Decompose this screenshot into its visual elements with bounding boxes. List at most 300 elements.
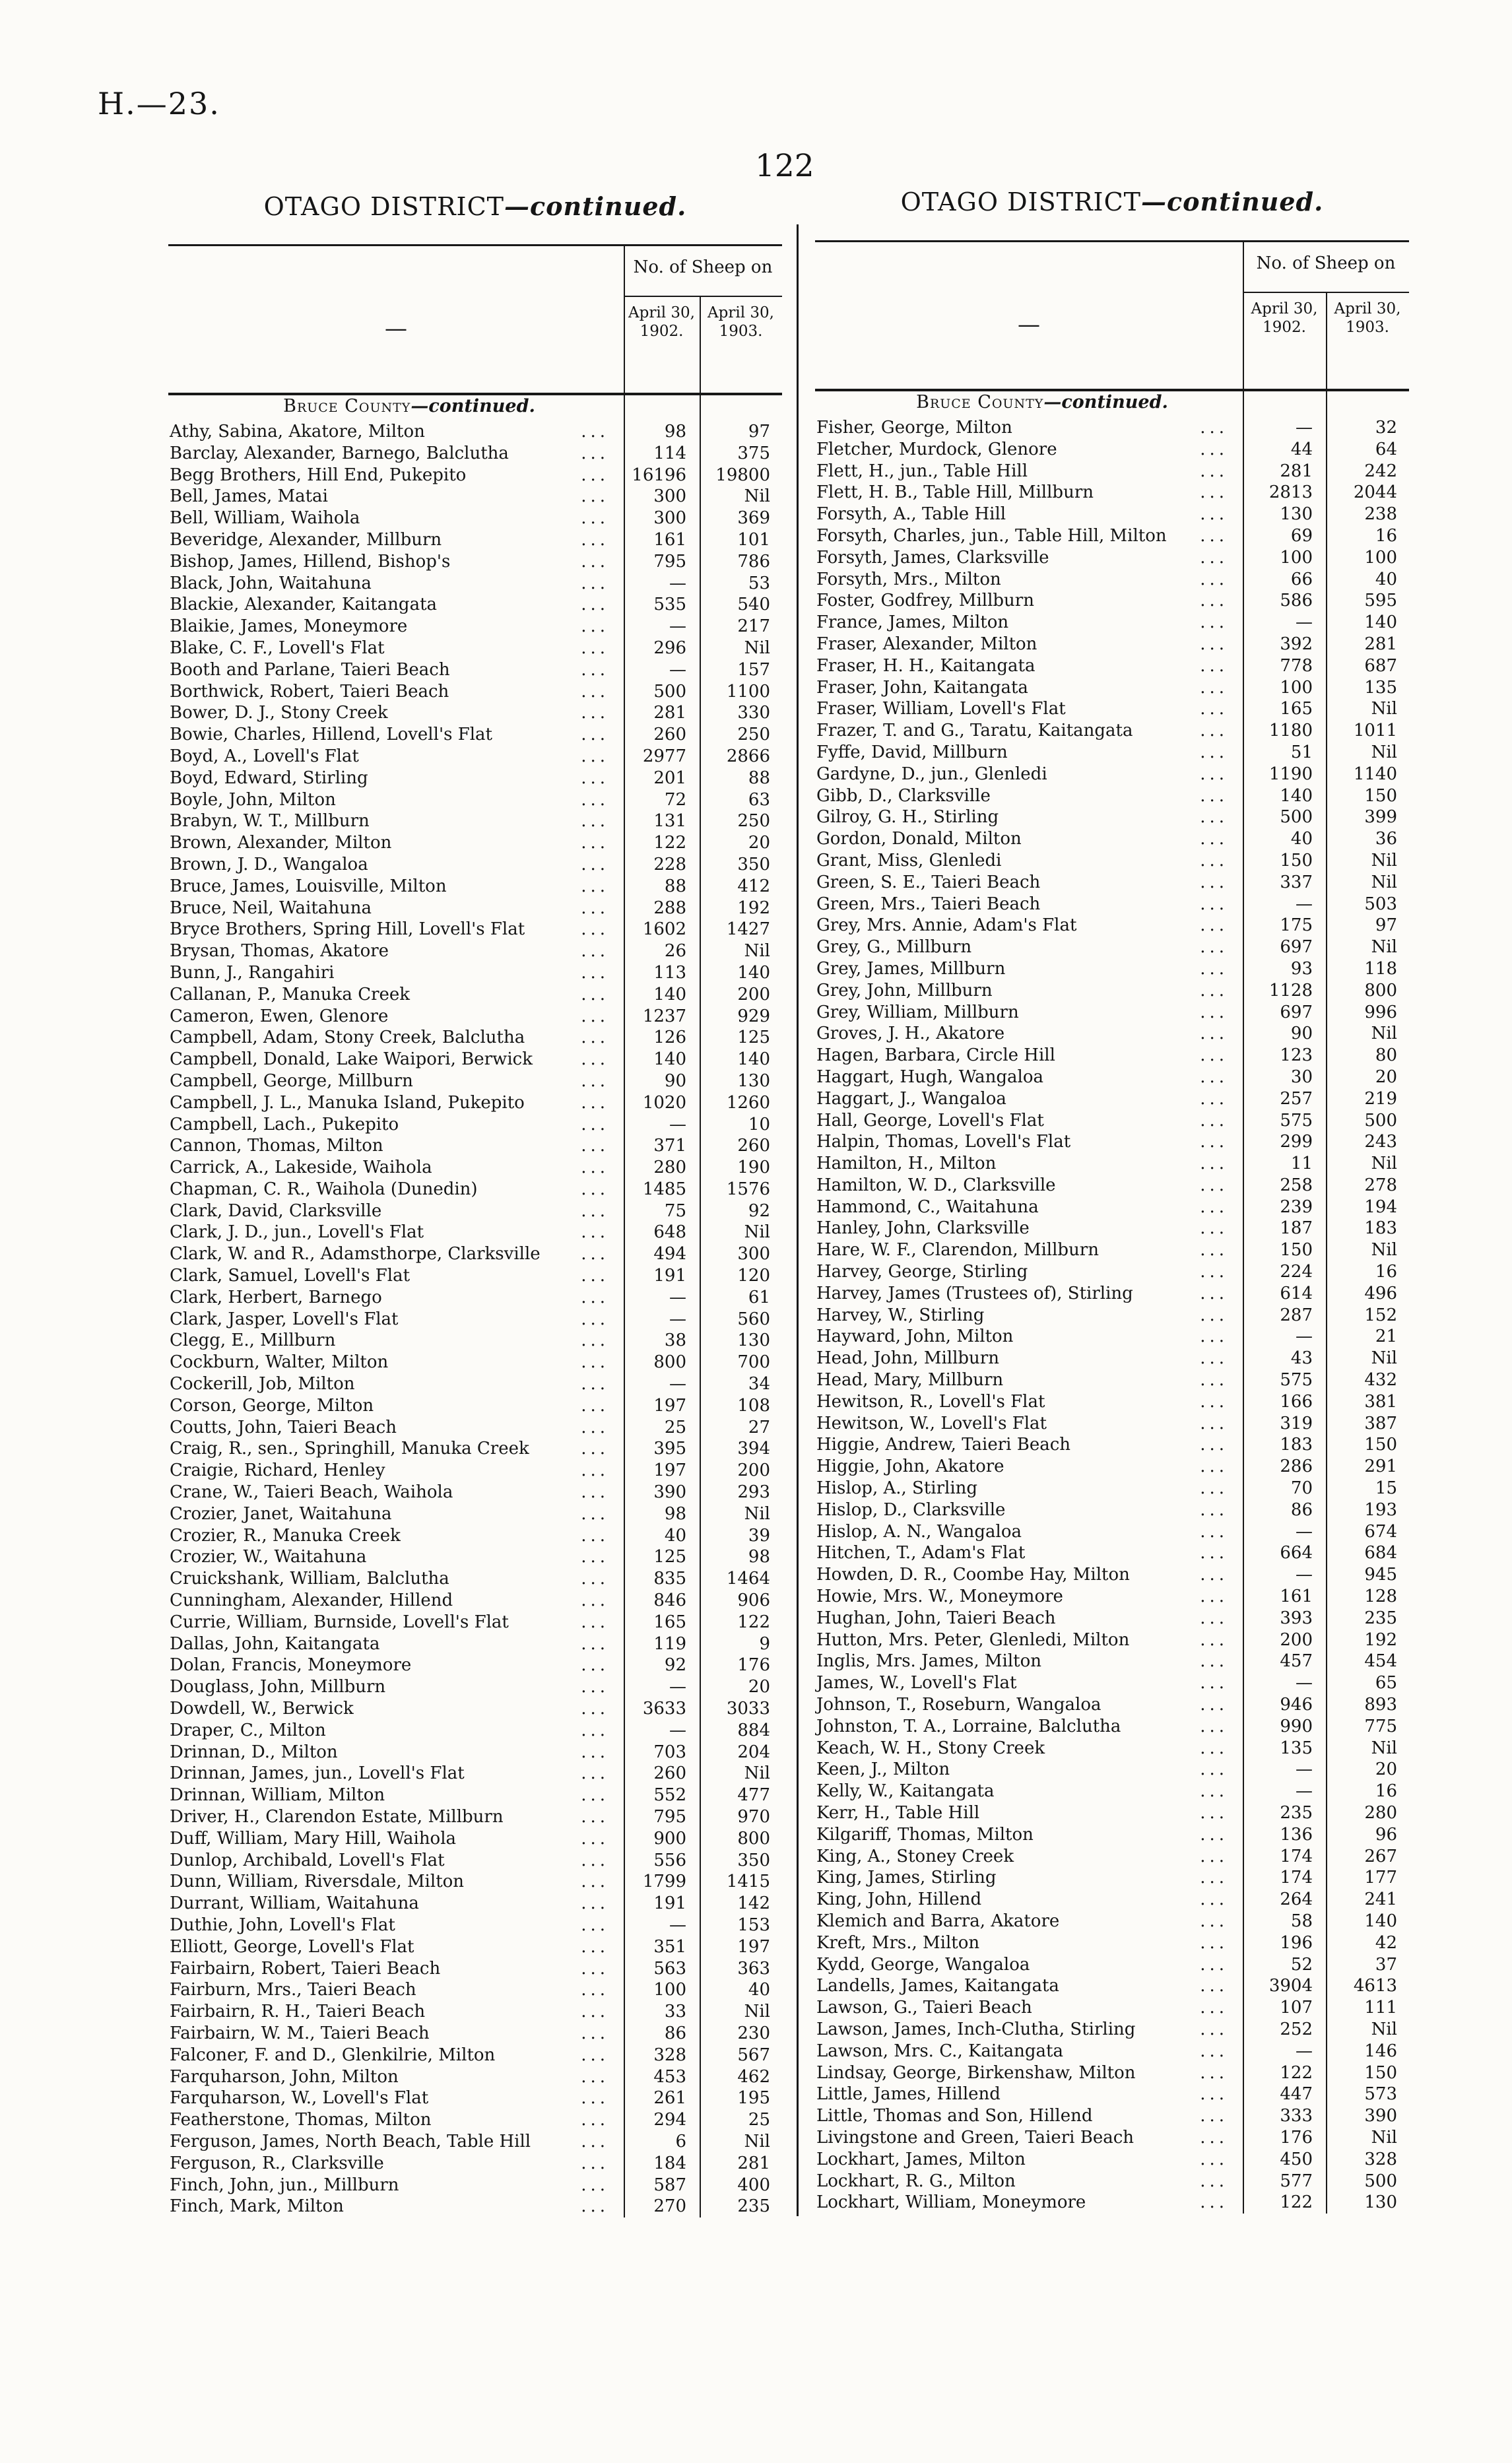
dot-leader: ... xyxy=(581,616,609,637)
sheep-count-1902: 224 xyxy=(1280,1262,1313,1282)
owner-name-cell xyxy=(168,529,624,551)
owner-name: James, W., Lovell's Flat xyxy=(816,1673,1017,1693)
sheep-count-1902: 43 xyxy=(1290,1348,1313,1369)
sheep-count-1902: 100 xyxy=(1280,547,1313,568)
owner-name-cell xyxy=(815,1261,1243,1283)
owner-name: Begg Brothers, Hill End, Pukepito xyxy=(170,465,467,485)
table-row xyxy=(168,1287,782,1309)
owner-name: Inglis, Mrs. James, Milton xyxy=(816,1651,1042,1672)
sheep-count-1903: 500 xyxy=(1364,2171,1397,2191)
sheep-count-1903: 217 xyxy=(737,616,770,637)
dot-leader: ... xyxy=(1200,1695,1228,1715)
sheep-count-1903: 61 xyxy=(748,1287,770,1307)
dot-leader: ... xyxy=(581,1872,609,1892)
sheep-count-1903: 195 xyxy=(737,2088,770,2109)
sheep-count-1903: 197 xyxy=(737,1936,770,1957)
owner-name-cell xyxy=(168,1806,624,1828)
sheep-count-1902: 270 xyxy=(653,2196,686,2217)
dot-leader: ... xyxy=(1200,1024,1228,1044)
owner-name: Harvey, James (Trustees of), Stirling xyxy=(816,1283,1133,1303)
owner-name: Haggart, Hugh, Wangaloa xyxy=(816,1067,1044,1087)
sheep-count-1902: 800 xyxy=(653,1352,686,1373)
sheep-count-1902: 494 xyxy=(653,1244,686,1264)
table-row xyxy=(815,1586,1409,1608)
table-row xyxy=(815,1954,1409,1976)
dot-leader: ... xyxy=(581,2066,609,2087)
table-row xyxy=(168,1157,782,1179)
table-row xyxy=(815,936,1409,958)
table-row xyxy=(168,1373,782,1395)
dot-leader: ... xyxy=(1200,1803,1228,1823)
owner-name: Crane, W., Taieri Beach, Waihola xyxy=(170,1482,453,1503)
sheep-count-1903: 540 xyxy=(737,595,770,615)
sheep-count-1902: 70 xyxy=(1290,1478,1313,1499)
owner-name: Bower, D. J., Stony Creek xyxy=(170,703,388,723)
dot-leader: ... xyxy=(581,1893,609,1914)
sheep-count-1902: 197 xyxy=(653,1461,686,1481)
sheep-count-1903: 192 xyxy=(1364,1629,1397,1650)
sheep-count-1903: 390 xyxy=(1364,2106,1397,2126)
dot-leader: ... xyxy=(581,1244,609,1264)
sheep-count-1903: 1011 xyxy=(1353,721,1397,741)
owner-name: Hamilton, W. D., Clarksville xyxy=(816,1175,1056,1195)
table-row xyxy=(815,1348,1409,1369)
owner-name: Drinnan, James, jun., Lovell's Flat xyxy=(170,1763,465,1784)
dot-leader: ... xyxy=(581,1980,609,2000)
owner-name: Brabyn, W. T., Millburn xyxy=(170,811,370,832)
owner-name: Drinnan, William, Milton xyxy=(170,1785,385,1806)
sheep-count-1902: 92 xyxy=(664,1655,686,1676)
sheep-count-1902: 90 xyxy=(664,1070,686,1091)
dot-leader: ... xyxy=(1200,1327,1228,1347)
owner-name: Cameron, Ewen, Glenore xyxy=(170,1006,389,1026)
sheep-count-1902: 30 xyxy=(1290,1067,1313,1087)
sheep-count-1903: 140 xyxy=(1364,612,1397,633)
owner-name-cell xyxy=(168,551,624,573)
sheep-count-1902: 131 xyxy=(653,811,686,832)
sheep-count-1903: 219 xyxy=(1364,1088,1397,1109)
sheep-count-1903: Nil xyxy=(1371,1154,1397,1174)
sheep-count-1903: 250 xyxy=(737,725,770,745)
table-row xyxy=(815,1824,1409,1846)
owner-name: Blaikie, James, Moneymore xyxy=(170,616,408,637)
owner-name: Harvey, George, Stirling xyxy=(816,1262,1028,1282)
sheep-count-1902: 165 xyxy=(653,1612,686,1632)
sheep-count-1903: 88 xyxy=(748,768,770,788)
sheep-count-1903: 300 xyxy=(737,1244,770,1264)
dot-leader: ... xyxy=(581,1547,609,1567)
owner-name: Campbell, Lach., Pukepito xyxy=(170,1114,399,1134)
sheep-count-1903: 250 xyxy=(737,811,770,832)
dot-leader: ... xyxy=(1200,1088,1228,1109)
owner-name: Fairburn, Mrs., Taieri Beach xyxy=(170,1980,416,2000)
table-row xyxy=(168,1698,782,1720)
table-row xyxy=(168,443,782,465)
owner-name-cell xyxy=(168,810,624,832)
sheep-count-1903: Nil xyxy=(1371,1024,1397,1044)
sheep-count-1903: Nil xyxy=(1371,2127,1397,2148)
dot-leader: ... xyxy=(1200,1889,1228,1910)
table-row xyxy=(815,1846,1409,1868)
sheep-count-1902: 846 xyxy=(653,1591,686,1611)
owner-name-cell xyxy=(168,443,624,465)
sheep-count-1902: 11 xyxy=(1290,1154,1313,1174)
owner-name: Grey, Mrs. Annie, Adam's Flat xyxy=(816,915,1077,936)
owner-name: Grey, John, Millburn xyxy=(816,980,993,1001)
sheep-count-1903: 381 xyxy=(1364,1391,1397,1412)
sheep-count-1902: 1020 xyxy=(642,1092,686,1113)
table-row xyxy=(815,1997,1409,2019)
sheep-count-1903: 118 xyxy=(1364,958,1397,979)
sheep-count-1902: 51 xyxy=(1290,742,1313,762)
sheep-count-1902: 122 xyxy=(1280,2062,1313,2083)
dot-leader: ... xyxy=(1200,829,1228,849)
owner-name: Campbell, Donald, Lake Waipori, Berwick xyxy=(170,1049,533,1070)
sheep-count-1903: 454 xyxy=(1364,1651,1397,1672)
sheep-count-1902: 337 xyxy=(1280,872,1313,892)
sheep-count-1903: 27 xyxy=(748,1417,770,1437)
sheep-count-1902: 130 xyxy=(1280,504,1313,525)
dot-leader: ... xyxy=(581,1352,609,1373)
table-row xyxy=(168,898,782,919)
sheep-count-1903: Nil xyxy=(1371,872,1397,892)
owner-name: Bruce, James, Louisville, Milton xyxy=(170,876,447,896)
owner-name-cell xyxy=(168,1915,624,1936)
owner-name-cell xyxy=(815,655,1243,677)
table-row xyxy=(815,850,1409,872)
dot-leader: ... xyxy=(1200,1565,1228,1585)
owner-name: Boyd, A., Lovell's Flat xyxy=(170,746,359,766)
table-row xyxy=(815,525,1409,547)
owner-name-cell xyxy=(168,1417,624,1439)
owner-name: Duthie, John, Lovell's Flat xyxy=(170,1915,395,1935)
dot-leader: ... xyxy=(1200,1175,1228,1195)
sheep-count-1902: 150 xyxy=(1280,1240,1313,1261)
owner-name: Cruickshank, William, Balclutha xyxy=(170,1569,449,1589)
owner-name: Hislop, A. N., Wangaloa xyxy=(816,1521,1022,1542)
sheep-count-1902: 38 xyxy=(664,1330,686,1351)
left-column-title xyxy=(168,191,782,221)
dot-leader: ... xyxy=(1200,439,1228,459)
table-row xyxy=(168,681,782,703)
dot-leader: ... xyxy=(581,1612,609,1632)
owner-name: Dunlop, Archibald, Lovell's Flat xyxy=(170,1850,445,1870)
owner-name: Crozier, Janet, Waitahuna xyxy=(170,1503,392,1524)
owner-name-cell xyxy=(815,1283,1243,1305)
dot-leader: ... xyxy=(1200,1998,1228,2018)
owner-name-cell xyxy=(815,1499,1243,1521)
dot-leader: ... xyxy=(1200,2084,1228,2105)
table-row xyxy=(168,1936,782,1958)
dot-leader: ... xyxy=(581,854,609,874)
owner-name-cell xyxy=(815,1781,1243,1802)
dot-leader: ... xyxy=(581,2131,609,2151)
sheep-count-1902: 2977 xyxy=(642,746,686,766)
dot-leader: ... xyxy=(1200,1587,1228,1607)
dot-leader: ... xyxy=(1200,1348,1228,1369)
sheep-count-1903: 21 xyxy=(1375,1327,1397,1347)
county-continued: —continued. xyxy=(411,396,535,416)
dot-leader: ... xyxy=(1200,2106,1228,2126)
owner-name-cell xyxy=(168,984,624,1006)
owner-name: Forsyth, Charles, jun., Table Hill, Milton xyxy=(816,525,1167,546)
owner-name-cell xyxy=(168,746,624,768)
dot-leader: ... xyxy=(581,595,609,615)
owner-name: Blackie, Alexander, Kaitangata xyxy=(170,595,438,615)
dot-leader: ... xyxy=(581,1070,609,1091)
owner-name-cell xyxy=(815,417,1243,439)
table-rows xyxy=(168,421,782,2217)
owner-name-cell xyxy=(815,1391,1243,1413)
owner-name-cell xyxy=(168,1438,624,1460)
sheep-count-1902: 113 xyxy=(653,962,686,983)
table-row xyxy=(168,1309,782,1330)
owner-name: Grey, G., Millburn xyxy=(816,937,972,958)
owner-name-cell xyxy=(815,1197,1243,1218)
table-row xyxy=(168,1114,782,1136)
table-row xyxy=(815,1867,1409,1889)
sheep-count-1903: 125 xyxy=(737,1028,770,1048)
sheep-count-1903: 140 xyxy=(737,1049,770,1070)
sheep-count-1902: 183 xyxy=(1280,1435,1313,1455)
dot-leader: ... xyxy=(1200,634,1228,654)
dot-leader: ... xyxy=(1200,1413,1228,1433)
owner-name-cell xyxy=(815,1305,1243,1327)
sheep-count-1902: 239 xyxy=(1280,1197,1313,1217)
sheep-count-1902: 300 xyxy=(653,508,686,529)
dot-leader: ... xyxy=(1200,1067,1228,1087)
sheep-count-1902: 150 xyxy=(1280,850,1313,870)
sheep-count-1903: 40 xyxy=(748,1980,770,2000)
table-row xyxy=(168,2045,782,2066)
owner-name: Campbell, George, Millburn xyxy=(170,1070,413,1091)
table-row xyxy=(168,1828,782,1850)
dot-leader: ... xyxy=(581,1677,609,1697)
sheep-count-1902: 575 xyxy=(1280,1370,1313,1391)
owner-name: Green, Mrs., Taieri Beach xyxy=(816,894,1041,914)
sheep-count-1903: 595 xyxy=(1364,591,1397,611)
dot-leader: ... xyxy=(1200,525,1228,546)
sheep-count-1902: — xyxy=(669,659,686,680)
table-row xyxy=(168,1243,782,1265)
sheep-count-1902: 86 xyxy=(1290,1499,1313,1520)
table-row xyxy=(815,655,1409,677)
table-row xyxy=(168,919,782,940)
table-row xyxy=(815,1781,1409,1802)
dot-leader: ... xyxy=(581,1655,609,1676)
dot-leader: ... xyxy=(1200,591,1228,611)
owner-name-cell xyxy=(168,1525,624,1547)
owner-name: Gordon, Donald, Milton xyxy=(816,829,1022,849)
owner-name: Clark, Herbert, Barnego xyxy=(170,1287,382,1307)
table-row xyxy=(815,2062,1409,2084)
district-title: OTAGO DISTRICT xyxy=(263,192,504,221)
table-row xyxy=(815,1478,1409,1499)
table-row xyxy=(168,1049,782,1070)
sheep-count-1903: Nil xyxy=(1371,1348,1397,1369)
header-bottom-rule xyxy=(168,393,782,395)
sheep-count-1903: 477 xyxy=(737,1785,770,1806)
owner-name: Lockhart, R. G., Milton xyxy=(816,2171,1016,2191)
owner-name-cell xyxy=(815,439,1243,461)
dot-leader: ... xyxy=(1200,1608,1228,1628)
dot-leader: ... xyxy=(1200,2149,1228,2169)
table-row xyxy=(168,1568,782,1590)
owner-name: Kerr, H., Table Hill xyxy=(816,1803,980,1823)
owner-name: Cannon, Thomas, Milton xyxy=(170,1136,383,1156)
sheep-count-1902: — xyxy=(1296,612,1313,633)
dot-leader: ... xyxy=(1200,2041,1228,2061)
dot-leader: ... xyxy=(581,1958,609,1979)
sheep-count-1903: 280 xyxy=(1364,1803,1397,1823)
owner-name-cell xyxy=(815,1067,1243,1088)
owner-name: Featherstone, Thomas, Milton xyxy=(170,2110,432,2130)
owner-name-cell xyxy=(815,1088,1243,1110)
owner-name-cell xyxy=(168,1828,624,1850)
dot-leader: ... xyxy=(1200,850,1228,870)
table-row xyxy=(168,854,782,876)
sheep-count-1903: 242 xyxy=(1364,461,1397,481)
table-row xyxy=(815,1738,1409,1759)
table-row xyxy=(168,1070,782,1092)
dot-leader: ... xyxy=(1200,807,1228,828)
owner-name: Fairbairn, R. H., Taieri Beach xyxy=(170,2002,426,2022)
dot-leader: ... xyxy=(581,2088,609,2109)
table-row xyxy=(815,1045,1409,1067)
owner-name-cell xyxy=(168,1763,624,1785)
owner-name-cell xyxy=(815,612,1243,634)
dot-leader: ... xyxy=(581,1417,609,1437)
sheep-count-1903: 687 xyxy=(1364,655,1397,676)
sheep-count-1903: 260 xyxy=(737,1136,770,1156)
header-bottom-rule xyxy=(815,389,1409,391)
owner-name-cell xyxy=(815,1759,1243,1781)
table-row xyxy=(168,1460,782,1482)
owner-name-cell xyxy=(168,1590,624,1612)
table-row xyxy=(815,1672,1409,1694)
sheep-count-1902: 197 xyxy=(653,1395,686,1416)
table-row xyxy=(815,1759,1409,1781)
owner-name-cell xyxy=(815,2062,1243,2084)
sheep-count-1903: 97 xyxy=(748,422,770,442)
dot-leader: ... xyxy=(581,1850,609,1870)
owner-name: Dunn, William, Riversdale, Milton xyxy=(170,1872,465,1892)
table-row xyxy=(168,1763,782,1785)
sheep-count-1902: — xyxy=(669,1309,686,1329)
dot-leader: ... xyxy=(581,2110,609,2130)
owner-name: Brown, J. D., Wangaloa xyxy=(170,854,368,874)
sheep-count-1903: 157 xyxy=(737,659,770,680)
owner-name-cell xyxy=(815,1975,1243,1997)
owner-name-cell xyxy=(168,1893,624,1915)
owner-name: Hayward, John, Milton xyxy=(816,1327,1014,1347)
sheep-count-1903: 80 xyxy=(1375,1045,1397,1066)
table-row xyxy=(815,2105,1409,2127)
sheep-count-1903: 674 xyxy=(1364,1521,1397,1542)
owner-name-cell xyxy=(168,702,624,724)
dot-leader: ... xyxy=(1200,1824,1228,1845)
table-row xyxy=(168,984,782,1006)
sheep-count-1903: Nil xyxy=(744,2002,770,2022)
owner-name: Landells, James, Kaitangata xyxy=(816,1976,1059,1996)
owner-name-cell xyxy=(815,720,1243,742)
owner-name-cell xyxy=(168,940,624,962)
owner-name-cell xyxy=(815,1002,1243,1024)
owner-name-cell xyxy=(168,1200,624,1222)
owner-name-cell xyxy=(168,1287,624,1309)
owner-name-cell xyxy=(168,1157,624,1179)
owner-name-cell xyxy=(815,850,1243,872)
table-row xyxy=(168,1546,782,1568)
owner-name: Higgie, Andrew, Taieri Beach xyxy=(816,1435,1071,1455)
owner-name-cell xyxy=(815,1153,1243,1175)
sheep-count-1902: — xyxy=(1296,1673,1313,1693)
owner-name: Gibb, D., Clarksville xyxy=(816,785,991,806)
owner-name-cell xyxy=(815,482,1243,504)
sheep-count-1903: 399 xyxy=(1364,807,1397,828)
sheep-count-1903: 3033 xyxy=(726,1699,770,1719)
date-header-1903: April 30, 1903. xyxy=(1334,300,1401,336)
dot-leader: ... xyxy=(581,508,609,529)
owner-name-cell xyxy=(815,1997,1243,2019)
sheep-count-1903: 96 xyxy=(1375,1824,1397,1845)
table-row xyxy=(168,1092,782,1114)
table-row xyxy=(168,1893,782,1915)
sheep-count-1902: 286 xyxy=(1280,1457,1313,1477)
sheep-count-1902: 563 xyxy=(653,1958,686,1979)
sheep-count-1902: 191 xyxy=(653,1266,686,1286)
table-row xyxy=(168,1590,782,1612)
owner-name: Hagen, Barbara, Circle Hill xyxy=(816,1045,1055,1066)
owner-name: Livingstone and Green, Taieri Beach xyxy=(816,2127,1134,2148)
owner-name: Dowdell, W., Berwick xyxy=(170,1699,354,1719)
table-row xyxy=(168,1850,782,1872)
table-row xyxy=(168,638,782,659)
sheep-count-1902: 176 xyxy=(1280,2127,1313,2148)
owner-name-cell xyxy=(168,573,624,595)
table-row xyxy=(168,1395,782,1417)
table-row xyxy=(815,1239,1409,1261)
owner-name-cell xyxy=(815,1045,1243,1067)
table-row xyxy=(815,785,1409,807)
owner-name: Lawson, G., Taieri Beach xyxy=(816,1998,1032,2018)
table-row xyxy=(815,1456,1409,1478)
sheep-count-1903: 1140 xyxy=(1353,764,1397,784)
table-row xyxy=(168,724,782,746)
dot-leader: ... xyxy=(581,1785,609,1806)
sheep-count-1902: 287 xyxy=(1280,1305,1313,1325)
sheep-count-1902: — xyxy=(1296,1565,1313,1585)
owner-name: Keen, J., Milton xyxy=(816,1759,950,1780)
dot-leader: ... xyxy=(581,1699,609,1719)
sheep-count-1903: 146 xyxy=(1364,2041,1397,2061)
sheep-count-1903: 135 xyxy=(1364,677,1397,698)
sheep-count-1903: 560 xyxy=(737,1309,770,1329)
table-row xyxy=(168,702,782,724)
sheep-count-1903: 906 xyxy=(737,1591,770,1611)
sheep-count-1903: 394 xyxy=(737,1439,770,1459)
dot-leader: ... xyxy=(581,1742,609,1762)
owner-name-cell xyxy=(168,681,624,703)
sheep-count-1903: 267 xyxy=(1364,1846,1397,1866)
sheep-count-1902: 174 xyxy=(1280,1868,1313,1888)
table-row xyxy=(815,1283,1409,1305)
owner-name-cell xyxy=(168,832,624,854)
owner-name-cell xyxy=(168,2087,624,2109)
owner-name: Keach, W. H., Stony Creek xyxy=(816,1738,1045,1758)
sheep-count-1903: 387 xyxy=(1364,1413,1397,1433)
sheep-count-1903: 16 xyxy=(1375,1781,1397,1802)
